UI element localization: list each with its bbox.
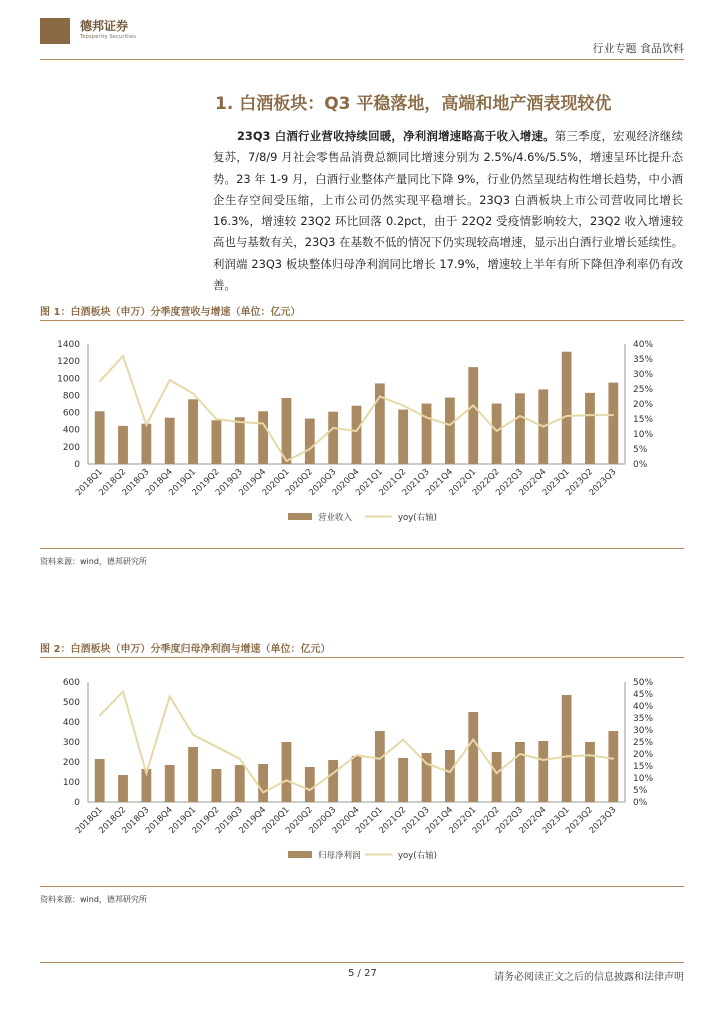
yoy-point [192,393,194,395]
right-axis-tick-label: 25% [633,385,654,395]
x-axis-category-label: 2018Q1 [73,467,105,498]
chart-bar [515,393,525,464]
x-axis-category-label: 2020Q4 [330,467,362,498]
chart-bar [212,769,222,802]
yoy-point [122,691,124,693]
body-text: 第三季度，宏观经济继续复苏，7/8/9 月社会零售品消费总额同比增速分别为 2.5%/4.6%/5.5%，增速呈环比提升态势。23 年 1-9 月，白酒行业整体产量同比下降 9%，行业仍然呈现结构性增长趋势，中小酒企生存空间受压缩，上市公司仍然实现平稳增长。23Q3 白酒板块上市公司营收同比增长 16.3%，增速较 23Q2 环比回落 0.2pct，由于 22Q2 受疫情影响较大，23Q2 收入增速较高也与基数有关，23Q3 在基数不低的情况下仍实现较高增速，显示出白酒行业增长延续性。利润端 23Q3 板块整体归母净利润同比增长 17.9%，增速较上半年有所下降但净利率仍有改善。 [213,129,683,293]
right-axis-tick-label: 20% [633,750,654,760]
chart-bar [165,765,175,802]
chart-bar [468,367,478,464]
x-axis-category-label: 2023Q3 [587,467,619,498]
right-axis-tick-label: 40% [633,340,654,350]
left-axis-tick-label: 800 [62,391,80,402]
chart-bar [492,752,502,802]
x-axis-category-label: 2018Q3 [120,805,152,836]
yoy-point [379,396,381,398]
left-axis-tick-label: 1400 [57,340,80,350]
yoy-point [402,405,404,407]
yoy-point [286,780,288,782]
figure-2-chart [40,668,684,868]
brand-logo-icon [40,18,70,44]
x-axis-category-label: 2019Q2 [190,805,222,836]
x-axis-category-label: 2019Q1 [167,467,199,498]
chart-bar [492,404,502,464]
yoy-point [613,414,615,416]
left-axis-tick-label: 400 [62,718,80,728]
x-axis-category-label: 2023Q2 [564,805,596,836]
right-axis-tick-label: 30% [633,370,654,380]
right-axis-tick-label: 0% [633,798,648,808]
x-axis-category-label: 2021Q3 [400,467,432,498]
x-axis-category-label: 2023Q2 [564,467,596,498]
x-axis-category-label: 2020Q3 [307,467,339,498]
left-axis-tick-label: 600 [62,408,80,419]
yoy-point [332,427,334,429]
figure-1-title: 图 1：白酒板块（申万）分季度营收与增速（单位：亿元） [40,307,301,318]
chart-bar [188,399,198,464]
footer-divider [40,962,684,963]
figure-1-top-rule [40,320,684,321]
chart-bar [352,406,362,464]
right-axis-tick-label: 25% [633,738,654,748]
legend-line-label: yoy(右轴) [398,851,437,861]
yoy-point [472,405,474,407]
x-axis-category-label: 2018Q2 [97,805,129,836]
yoy-point [169,696,171,698]
left-axis-tick-label: 500 [62,698,80,708]
x-axis-category-label: 2018Q1 [73,805,105,836]
yoy-point [566,756,568,758]
chart-bar [212,420,222,464]
right-axis-tick-label: 20% [633,400,654,410]
left-axis-tick-label: 300 [62,738,80,748]
x-axis-category-label: 2022Q4 [517,467,549,498]
left-axis-tick-label: 0 [74,798,80,808]
yoy-point [286,460,288,462]
yoy-point [449,424,451,426]
chart-bar [141,424,151,464]
yoy-point [216,418,218,420]
chart-bar [118,426,128,464]
x-axis-category-label: 2018Q3 [120,467,152,498]
lead-sentence: 23Q3 白酒行业营收持续回暖，净利润增速略高于收入增速。 [237,129,555,143]
right-axis-tick-label: 30% [633,726,654,736]
left-axis-tick-label: 100 [62,778,80,788]
left-axis-tick-label: 200 [62,758,80,768]
chart-bar [95,411,105,464]
yoy-point [589,414,591,416]
yoy-point [309,789,311,791]
chart-bar [445,750,455,802]
yoy-point [169,379,171,381]
figure-1-chart [40,330,684,530]
x-axis-category-label: 2021Q2 [377,467,409,498]
right-axis-tick-label: 10% [633,430,654,440]
right-axis-tick-label: 5% [633,445,648,455]
yoy-point [426,417,428,419]
right-axis-tick-label: 10% [633,774,654,784]
yoy-point [356,430,358,432]
left-axis-tick-label: 600 [62,678,80,688]
yoy-point [613,758,615,760]
figure-1-source: 资料来源：wind，德邦研究所 [40,557,147,566]
x-axis-category-label: 2020Q1 [260,467,292,498]
chart-bar [608,731,618,802]
yoy-point [402,739,404,741]
yoy-point [99,715,101,717]
yoy-point [379,758,381,760]
right-axis-tick-label: 50% [633,678,654,688]
yoy-point [192,734,194,736]
x-axis-category-label: 2022Q1 [447,467,479,498]
yoy-point [542,759,544,761]
brand-name: 德邦证券 [80,19,129,33]
x-axis-category-label: 2019Q3 [213,805,245,836]
right-axis-tick-label: 45% [633,690,654,700]
chart-bar [585,742,595,802]
right-axis-tick-label: 35% [633,714,654,724]
chart-bar [165,418,175,464]
x-axis-category-label: 2020Q1 [260,805,292,836]
chart-bar [515,742,525,802]
chart-bar [398,758,408,802]
x-axis-category-label: 2020Q4 [330,805,362,836]
yoy-point [496,430,498,432]
yoy-point [589,754,591,756]
legend-bar-swatch [288,851,312,858]
x-axis-category-label: 2022Q2 [470,805,502,836]
right-axis-tick-label: 15% [633,415,654,425]
yoy-point [542,426,544,428]
x-axis-category-label: 2019Q2 [190,467,222,498]
chart-bar [422,404,432,464]
chart-bar [562,695,572,802]
left-axis-tick-label: 1200 [57,357,80,368]
chart-bar [282,742,292,802]
chart-bar [188,747,198,802]
x-axis-category-label: 2018Q4 [143,467,175,498]
yoy-point [426,763,428,765]
x-axis-category-label: 2019Q4 [237,467,269,498]
yoy-point [566,415,568,417]
yoy-point [262,423,264,425]
chart-bar [258,411,268,464]
x-axis-category-label: 2020Q3 [307,805,339,836]
page-number: 5 / 27 [348,968,377,979]
section-title: 1. 白酒板块：Q3 平稳落地，高端和地产酒表现较优 [215,94,612,114]
brand-subtitle: Topsperity Securities [80,34,137,40]
yoy-point [356,754,358,756]
chart-bar [585,393,595,464]
right-axis-tick-label: 35% [633,355,654,365]
left-axis-tick-label: 1000 [57,374,80,385]
chart-bar [258,764,268,802]
yoy-point [449,771,451,773]
x-axis-category-label: 2021Q1 [354,805,385,836]
body-paragraph [213,126,683,296]
x-axis-category-label: 2019Q1 [167,805,199,836]
x-axis-category-label: 2021Q4 [424,467,456,498]
x-axis-category-label: 2019Q4 [237,805,269,836]
x-axis-category-label: 2021Q4 [424,805,456,836]
legend-line-label: yoy(右轴) [398,513,437,523]
figure-2-top-rule [40,657,684,658]
yoy-point [146,424,148,426]
chart-bar [398,410,408,464]
yoy-point [99,381,101,383]
x-axis-category-label: 2018Q4 [143,805,175,836]
chart-bar [95,759,105,802]
header-divider [40,59,684,60]
x-axis-category-label: 2021Q2 [377,805,409,836]
yoy-point [239,758,241,760]
x-axis-category-label: 2023Q1 [540,805,572,836]
chart-bar [375,731,385,802]
x-axis-category-label: 2019Q3 [213,467,245,498]
x-axis-category-label: 2020Q2 [284,805,315,836]
right-axis-tick-label: 5% [633,786,648,796]
figure-2-source: 资料来源：wind，德邦研究所 [40,895,147,904]
yoy-point [519,753,521,755]
x-axis-category-label: 2021Q3 [400,805,432,836]
x-axis-category-label: 2021Q1 [354,467,385,498]
left-axis-tick-label: 200 [62,442,80,453]
x-axis-category-label: 2018Q2 [97,467,129,498]
header-section-label: 行业专题 食品饮料 [592,42,684,55]
chart-bar [445,398,455,464]
right-axis-tick-label: 0% [633,460,648,470]
yoy-point [519,415,521,417]
legend-bar-label: 营业收入 [318,513,353,523]
x-axis-category-label: 2022Q2 [470,467,502,498]
right-axis-tick-label: 40% [633,702,654,712]
yoy-point [309,448,311,450]
right-axis-tick-label: 15% [633,762,654,772]
chart-bar [538,741,548,802]
chart-bar [328,412,338,464]
x-axis-category-label: 2022Q1 [447,805,479,836]
left-axis-tick-label: 400 [62,425,80,436]
x-axis-category-label: 2020Q2 [284,467,315,498]
x-axis-category-label: 2022Q3 [494,805,526,836]
x-axis-category-label: 2022Q3 [494,467,526,498]
figure-2-bottom-rule [40,886,684,887]
figure-2-title: 图 2：白酒板块（申万）分季度归母净利润与增速（单位：亿元） [40,644,331,655]
x-axis-category-label: 2023Q1 [540,467,572,498]
chart-bar [305,419,315,464]
x-axis-category-label: 2023Q3 [587,805,619,836]
chart-bar [118,775,128,802]
chart-bar [468,712,478,802]
yoy-point [332,772,334,774]
chart-bar [608,383,618,464]
footer-disclaimer: 请务必阅读正文之后的信息披露和法律声明 [494,972,684,983]
yoy-point [496,772,498,774]
chart-bar [328,760,338,802]
yoy-point [262,792,264,794]
left-axis-tick-label: 0 [74,460,80,470]
chart-bar [352,756,362,802]
legend-bar-label: 归母净利润 [318,851,361,861]
yoy-point [239,421,241,423]
yoy-point [122,355,124,357]
legend-bar-swatch [288,513,312,520]
yoy-point [146,772,148,774]
figure-1-bottom-rule [40,548,684,549]
chart-bar [235,417,245,464]
x-axis-category-label: 2022Q4 [517,805,549,836]
yoy-point [472,739,474,741]
chart-bar [305,767,315,802]
chart-bar [562,352,572,464]
chart-bar [235,765,245,802]
yoy-point [216,746,218,748]
